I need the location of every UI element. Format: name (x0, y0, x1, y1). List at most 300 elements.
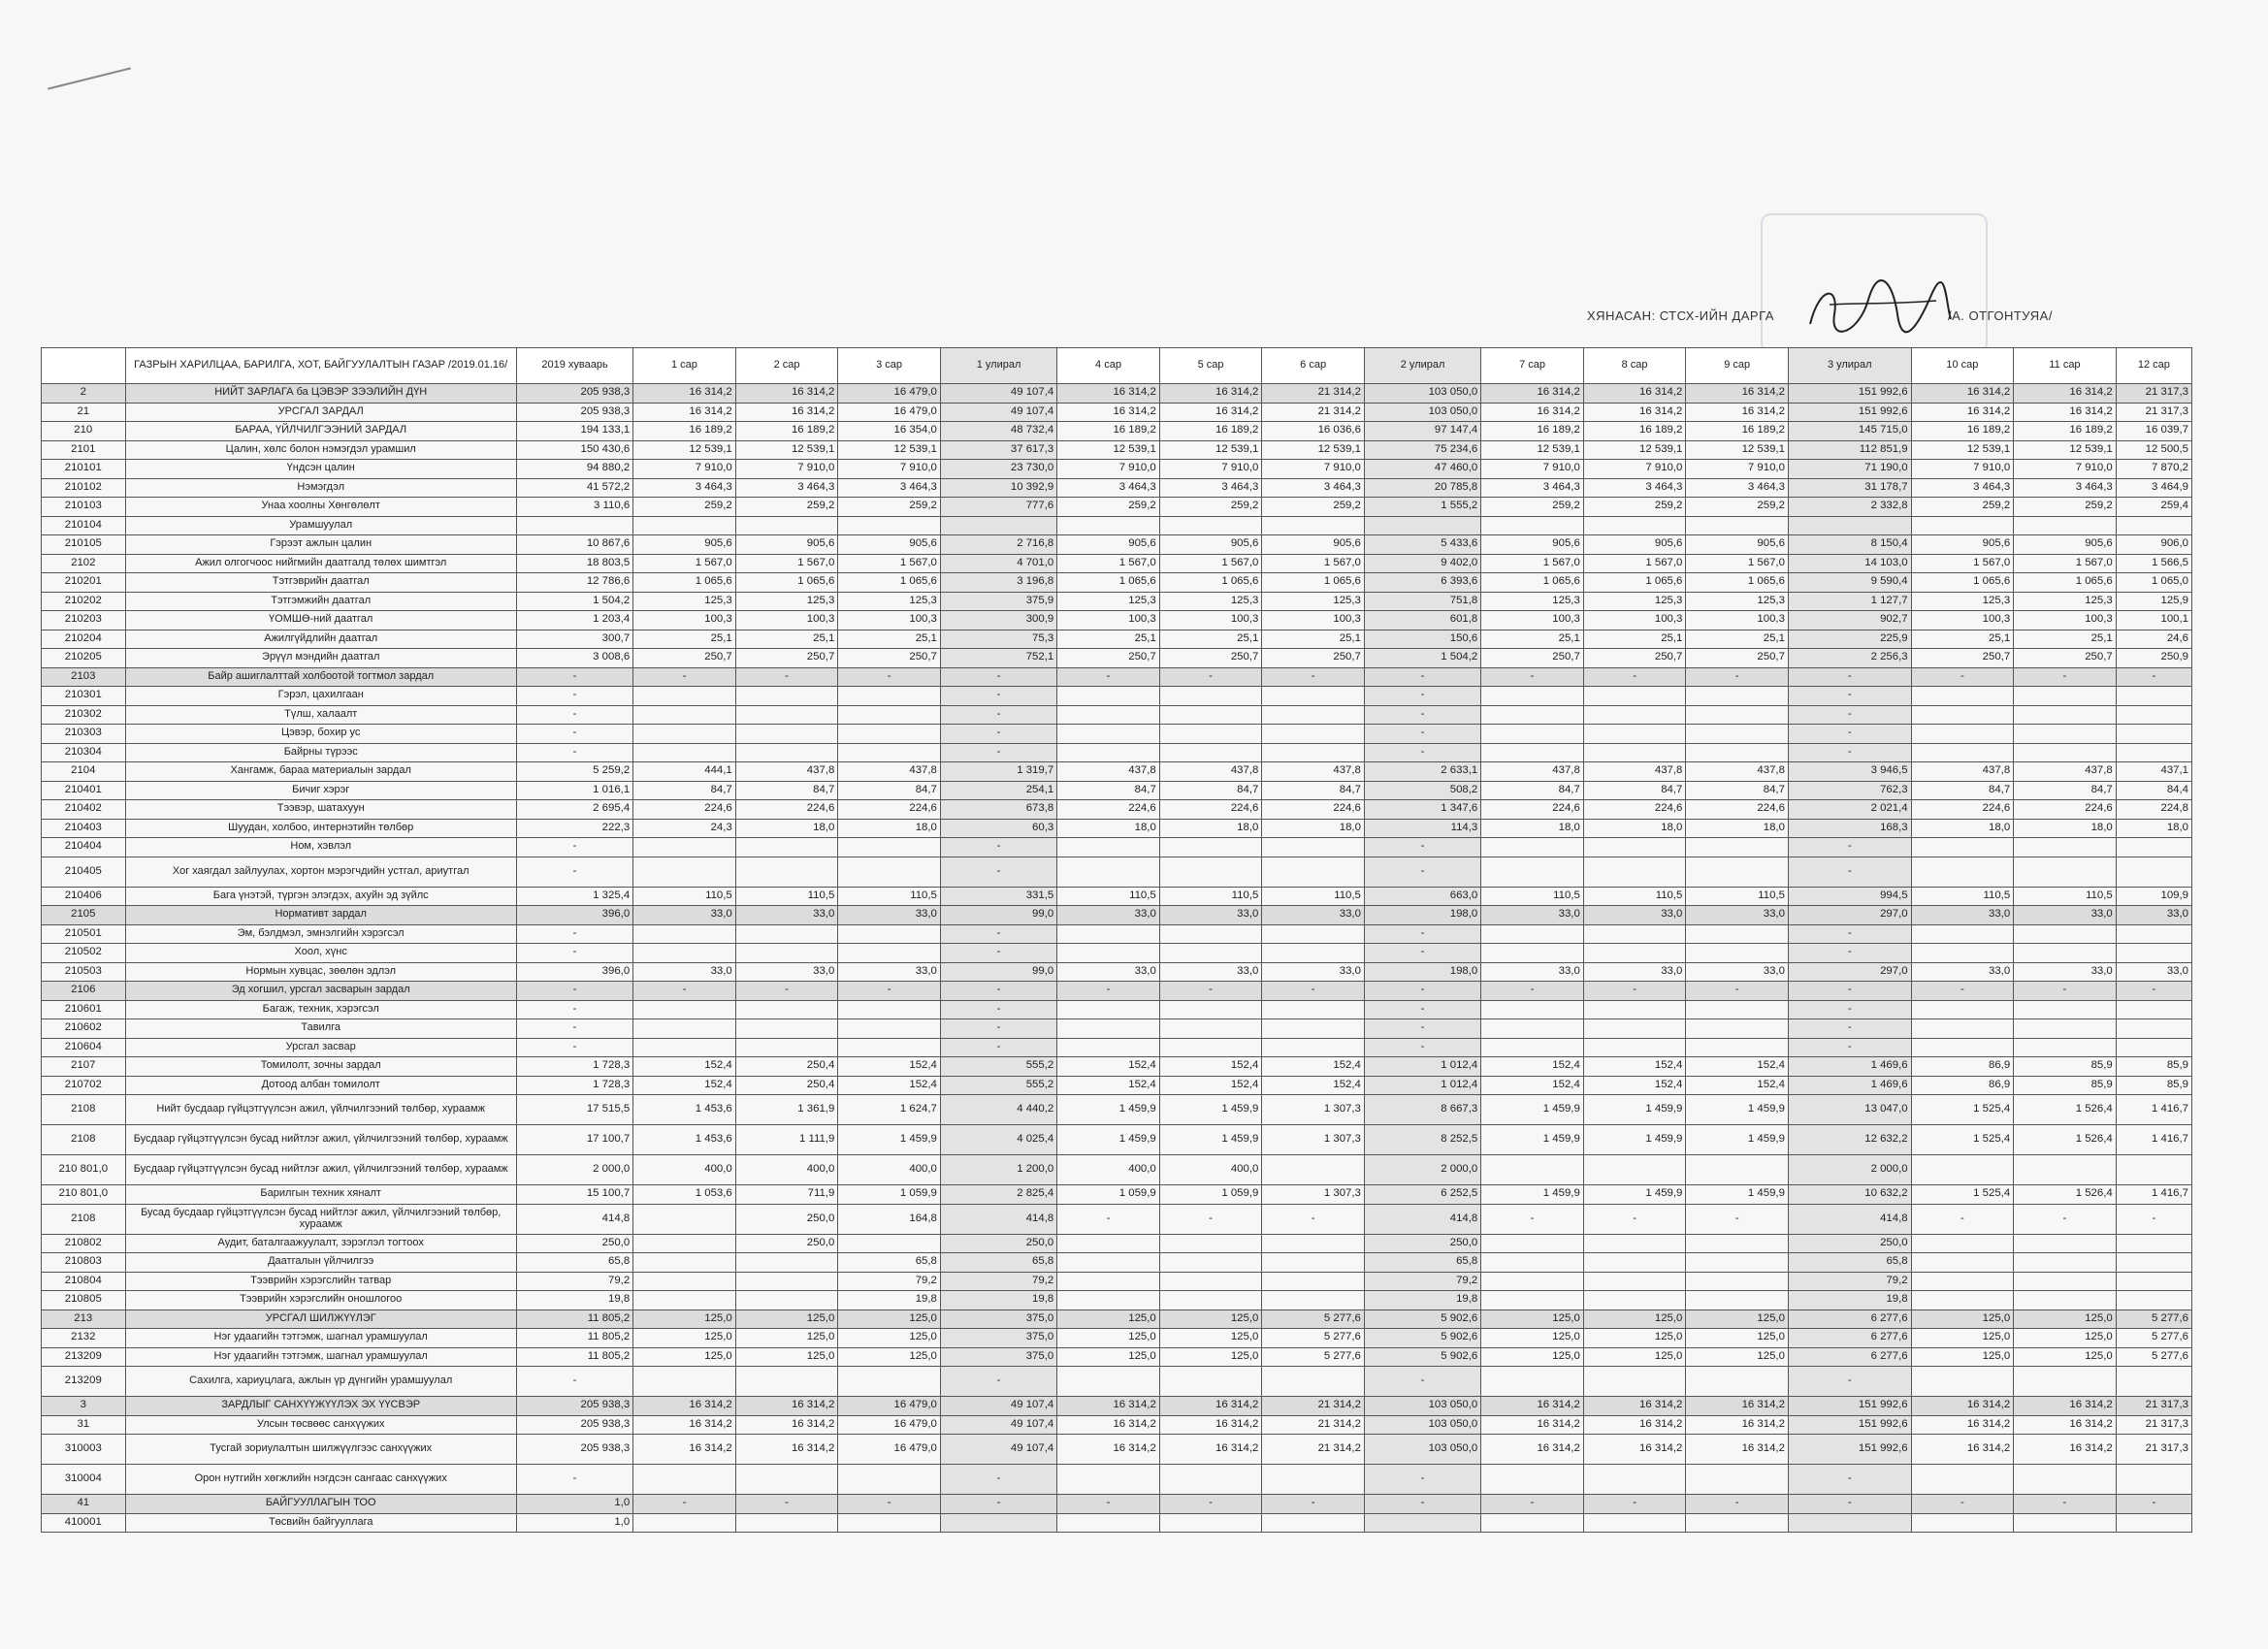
cell-value: 103 050,0 (1364, 384, 1480, 404)
table-row (42, 1076, 2192, 1095)
cell-value: 16 314,2 (1057, 1415, 1160, 1435)
cell-value (2014, 1291, 2117, 1310)
cell-value: - (1262, 982, 1365, 1001)
cell-value (940, 516, 1056, 535)
cell-value (1911, 705, 2014, 725)
cell-value (1262, 705, 1365, 725)
cell-value: 905,6 (1262, 535, 1365, 555)
cell-value: 85,9 (2014, 1057, 2117, 1077)
cell-value: 396,0 (516, 962, 632, 982)
cell-value: 84,7 (1262, 781, 1365, 800)
cell-value (1583, 1019, 1686, 1039)
row-name: Бичиг хэрэг (125, 781, 516, 800)
cell-value: 7 910,0 (1911, 460, 2014, 479)
row-name: Цалин, хөлс болон нэмэгдэл урамшил (125, 440, 516, 460)
row-code: 210804 (42, 1272, 126, 1291)
table-row (42, 725, 2192, 744)
cell-value: - (940, 725, 1056, 744)
cell-value: 2 000,0 (1788, 1155, 1911, 1185)
cell-value: 1 325,4 (516, 887, 632, 906)
cell-value (1686, 1155, 1789, 1185)
cell-value: 250,0 (940, 1234, 1056, 1253)
cell-value: - (940, 944, 1056, 963)
row-name: Гэрээт ажлын цалин (125, 535, 516, 555)
cell-value: 224,6 (2014, 800, 2117, 820)
cell-value: - (516, 1367, 632, 1397)
cell-value (2116, 924, 2191, 944)
cell-value: 18,0 (1262, 819, 1365, 838)
table-row (42, 649, 2192, 668)
cell-value: 5 433,6 (1364, 535, 1480, 555)
cell-value: 437,8 (1686, 762, 1789, 782)
cell-value (2116, 1367, 2191, 1397)
cell-value (1583, 1367, 1686, 1397)
cell-value (1159, 924, 1262, 944)
cell-value: - (1364, 982, 1480, 1001)
table-row (42, 1234, 2192, 1253)
row-name: Даатгалын үйлчилгээ (125, 1253, 516, 1273)
cell-value (1583, 705, 1686, 725)
cell-value: 84,7 (1583, 781, 1686, 800)
cell-value: 125,3 (1911, 592, 2014, 611)
cell-value: 145 715,0 (1788, 422, 1911, 441)
cell-value: 152,4 (1686, 1057, 1789, 1077)
cell-value (2116, 1513, 2191, 1533)
row-name: Үндсэн цалин (125, 460, 516, 479)
cell-value (1262, 687, 1365, 706)
cell-value: 194 133,1 (516, 422, 632, 441)
cell-value: 250,7 (1262, 649, 1365, 668)
cell-value: 905,6 (1159, 535, 1262, 555)
cell-value: 224,8 (2116, 800, 2191, 820)
cell-value (1911, 1019, 2014, 1039)
cell-value: - (940, 1019, 1056, 1039)
table-row (42, 924, 2192, 944)
row-code: 210502 (42, 944, 126, 963)
cell-value: 16 314,2 (1583, 403, 1686, 422)
cell-value: - (1364, 1000, 1480, 1019)
cell-value: - (1057, 667, 1160, 687)
cell-value: 1 459,9 (1159, 1095, 1262, 1125)
cell-value: 1 319,7 (940, 762, 1056, 782)
row-name: Сахилга, хариуцлага, ажлын үр дүнгийн урамшуулал (125, 1367, 516, 1397)
row-name: Түлш, халаалт (125, 705, 516, 725)
cell-value (1481, 725, 1584, 744)
row-name: Аудит, баталгаажуулалт, зэрэглэл тогтоох (125, 1234, 516, 1253)
cell-value: 16 314,2 (1159, 1415, 1262, 1435)
cell-value: - (1788, 838, 1911, 857)
cell-value: 1 526,4 (2014, 1125, 2117, 1155)
table-row (42, 573, 2192, 593)
cell-value: 12 539,1 (1159, 440, 1262, 460)
cell-value: 1 566,5 (2116, 554, 2191, 573)
cell-value: 16 314,2 (1159, 384, 1262, 404)
row-name: ҮОМШӨ-ний даатгал (125, 611, 516, 630)
table-row (42, 403, 2192, 422)
row-name: УРСГАЛ ШИЛЖҮҮЛЭГ (125, 1310, 516, 1329)
cell-value: 16 314,2 (633, 384, 736, 404)
cell-value: 259,2 (1911, 498, 2014, 517)
cell-value (1481, 924, 1584, 944)
cell-value: 25,1 (633, 630, 736, 649)
cell-value: 16 314,2 (735, 384, 838, 404)
cell-value: 49 107,4 (940, 1415, 1056, 1435)
row-code: 210404 (42, 838, 126, 857)
cell-value: 1 459,9 (1686, 1125, 1789, 1155)
cell-value: - (1911, 1495, 2014, 1514)
cell-value (1159, 1272, 1262, 1291)
row-code: 41 (42, 1495, 126, 1514)
cell-value: 259,2 (1686, 498, 1789, 517)
cell-value (2116, 725, 2191, 744)
cell-value: 1 347,6 (1364, 800, 1480, 820)
cell-value (1262, 1019, 1365, 1039)
cell-value: 75,3 (940, 630, 1056, 649)
cell-value (1364, 1513, 1480, 1533)
cell-value: 152,4 (1159, 1057, 1262, 1077)
cell-value: 21 314,2 (1262, 1435, 1365, 1465)
table-row (42, 592, 2192, 611)
cell-value (1481, 1367, 1584, 1397)
cell-value: 41 572,2 (516, 478, 632, 498)
cell-value: 33,0 (1583, 962, 1686, 982)
row-name: Нэг удаагийн тэтгэмж, шагнал урамшуулал (125, 1347, 516, 1367)
cell-value: 4 025,4 (940, 1125, 1056, 1155)
cell-value: 1 307,3 (1262, 1185, 1365, 1205)
row-code: 210604 (42, 1038, 126, 1057)
column-header: 9 сар (1686, 348, 1789, 384)
cell-value (1911, 1291, 2014, 1310)
cell-value (1686, 1038, 1789, 1057)
cell-value: 152,4 (633, 1057, 736, 1077)
cell-value: 2 332,8 (1788, 498, 1911, 517)
row-name: Хоол, хүнс (125, 944, 516, 963)
cell-value: 5 902,6 (1364, 1347, 1480, 1367)
cell-value (2116, 1253, 2191, 1273)
cell-value: 85,9 (2116, 1076, 2191, 1095)
cell-value: 1 567,0 (1583, 554, 1686, 573)
cell-value (1583, 1513, 1686, 1533)
cell-value: 437,8 (1481, 762, 1584, 782)
cell-value: 16 314,2 (735, 1435, 838, 1465)
cell-value: 110,5 (735, 887, 838, 906)
cell-value: 663,0 (1364, 887, 1480, 906)
cell-value: 18,0 (2014, 819, 2117, 838)
cell-value: 250,0 (1788, 1234, 1911, 1253)
cell-value: 437,8 (735, 762, 838, 782)
cell-value: - (1583, 1204, 1686, 1234)
cell-value: 18,0 (1583, 819, 1686, 838)
cell-value: 1 459,9 (1481, 1185, 1584, 1205)
cell-value (1481, 1234, 1584, 1253)
cell-value: 16 314,2 (1057, 384, 1160, 404)
cell-value (633, 1513, 736, 1533)
cell-value: 1 065,6 (633, 573, 736, 593)
cell-value: 1 728,3 (516, 1076, 632, 1095)
cell-value: 1 065,6 (735, 573, 838, 593)
cell-value: - (940, 1495, 1056, 1514)
cell-value: - (516, 1038, 632, 1057)
cell-value: 125,0 (1057, 1329, 1160, 1348)
cell-value: 25,1 (1481, 630, 1584, 649)
table-row (42, 1397, 2192, 1416)
cell-value (1788, 1513, 1911, 1533)
cell-value (1481, 1000, 1584, 1019)
row-code: 2104 (42, 762, 126, 782)
table-row (42, 1019, 2192, 1039)
cell-value: 25,1 (1159, 630, 1262, 649)
cell-value: - (1364, 725, 1480, 744)
cell-value: 100,3 (1481, 611, 1584, 630)
cell-value: 16 314,2 (1583, 1435, 1686, 1465)
cell-value: 65,8 (516, 1253, 632, 1273)
cell-value: 151 992,6 (1788, 1435, 1911, 1465)
cell-value: 21 314,2 (1262, 1397, 1365, 1416)
cell-value: 905,6 (2014, 535, 2117, 555)
cell-value: 60,3 (940, 819, 1056, 838)
cell-value: 16 314,2 (1159, 1435, 1262, 1465)
cell-value: 100,1 (2116, 611, 2191, 630)
cell-value: 25,1 (1057, 630, 1160, 649)
cell-value: 100,3 (1262, 611, 1365, 630)
row-code: 31 (42, 1415, 126, 1435)
cell-value: 84,7 (1159, 781, 1262, 800)
cell-value: - (1788, 743, 1911, 762)
cell-value: 25,1 (838, 630, 941, 649)
cell-value: 259,2 (2014, 498, 2117, 517)
cell-value: 125,0 (633, 1329, 736, 1348)
cell-value: 1 567,0 (1262, 554, 1365, 573)
cell-value: 110,5 (1686, 887, 1789, 906)
row-name: Барилгын техник хяналт (125, 1185, 516, 1205)
cell-value (1911, 1000, 2014, 1019)
row-name: НИЙТ ЗАРЛАГА ба ЦЭВЭР ЗЭЭЛИЙН ДҮН (125, 384, 516, 404)
cell-value (2014, 1272, 2117, 1291)
cell-value: 103 050,0 (1364, 403, 1480, 422)
cell-value (1686, 1513, 1789, 1533)
cell-value: 114,3 (1364, 819, 1480, 838)
cell-value (838, 1019, 941, 1039)
cell-value: 7 910,0 (735, 460, 838, 479)
cell-value (1686, 725, 1789, 744)
table-row (42, 460, 2192, 479)
cell-value: 906,0 (2116, 535, 2191, 555)
cell-value (1686, 1291, 1789, 1310)
cell-value: 5 277,6 (2116, 1329, 2191, 1348)
cell-value: 33,0 (838, 962, 941, 982)
cell-value (1262, 1465, 1365, 1495)
cell-value: 1 459,9 (1583, 1125, 1686, 1155)
row-code: 210602 (42, 1019, 126, 1039)
cell-value (1583, 838, 1686, 857)
cell-value: 5 259,2 (516, 762, 632, 782)
cell-value: 86,9 (1911, 1057, 2014, 1077)
cell-value: 33,0 (735, 906, 838, 925)
cell-value: 1 065,6 (1057, 573, 1160, 593)
cell-value (2116, 1155, 2191, 1185)
cell-value: 437,8 (1159, 762, 1262, 782)
cell-value: 16 189,2 (2014, 422, 2117, 441)
cell-value (735, 838, 838, 857)
cell-value: 224,6 (1686, 800, 1789, 820)
table-row (42, 1367, 2192, 1397)
cell-value: 33,0 (1262, 906, 1365, 925)
cell-value: 125,0 (735, 1347, 838, 1367)
row-name: Ном, хэвлэл (125, 838, 516, 857)
cell-value: - (940, 1038, 1056, 1057)
cell-value: 7 910,0 (1583, 460, 1686, 479)
cell-value: 16 314,2 (1481, 403, 1584, 422)
row-code: 213209 (42, 1347, 126, 1367)
cell-value: 3 464,3 (1686, 478, 1789, 498)
table-row (42, 687, 2192, 706)
cell-value: 25,1 (1583, 630, 1686, 649)
row-code: 3 (42, 1397, 126, 1416)
cell-value: - (1262, 667, 1365, 687)
cell-value: 84,7 (1911, 781, 2014, 800)
cell-value: 437,1 (2116, 762, 2191, 782)
cell-value: - (1788, 1495, 1911, 1514)
cell-value: 15 100,7 (516, 1185, 632, 1205)
cell-value (1911, 944, 2014, 963)
row-name: Нэмэгдэл (125, 478, 516, 498)
cell-value: 7 910,0 (838, 460, 941, 479)
cell-value: - (516, 1000, 632, 1019)
cell-value: 33,0 (633, 962, 736, 982)
cell-value: 224,6 (735, 800, 838, 820)
cell-value: 164,8 (838, 1204, 941, 1234)
column-header: 3 улирал (1788, 348, 1911, 384)
cell-value: 18,0 (838, 819, 941, 838)
cell-value (1583, 725, 1686, 744)
cell-value (1686, 857, 1789, 887)
cell-value: - (516, 838, 632, 857)
cell-value: 151 992,6 (1788, 403, 1911, 422)
cell-value: - (1911, 667, 2014, 687)
cell-value: 19,8 (838, 1291, 941, 1310)
cell-value: 300,9 (940, 611, 1056, 630)
cell-value: 5 277,6 (2116, 1310, 2191, 1329)
row-code: 210803 (42, 1253, 126, 1273)
table-row (42, 857, 2192, 887)
cell-value (1481, 1155, 1584, 1185)
cell-value (1262, 944, 1365, 963)
cell-value: 8 150,4 (1788, 535, 1911, 555)
cell-value: - (1364, 743, 1480, 762)
row-code: 310004 (42, 1465, 126, 1495)
cell-value: 151 992,6 (1788, 1397, 1911, 1416)
cell-value: 65,8 (838, 1253, 941, 1273)
cell-value: 1 307,3 (1262, 1095, 1365, 1125)
cell-value: 110,5 (1057, 887, 1160, 906)
cell-value (735, 944, 838, 963)
cell-value: 12 539,1 (838, 440, 941, 460)
table-row (42, 554, 2192, 573)
cell-value: 7 910,0 (1686, 460, 1789, 479)
cell-value: 16 314,2 (1911, 1415, 2014, 1435)
table-row (42, 516, 2192, 535)
cell-value: 100,3 (735, 611, 838, 630)
cell-value: 250,4 (735, 1076, 838, 1095)
cell-value: 125,0 (1686, 1347, 1789, 1367)
cell-value (1481, 1038, 1584, 1057)
cell-value: 16 314,2 (1686, 1435, 1789, 1465)
cell-value: 198,0 (1364, 906, 1480, 925)
cell-value (1686, 1367, 1789, 1397)
cell-value: 1 203,4 (516, 611, 632, 630)
row-name: Нийт бусдаар гүйцэтгүүлсэн ажил, үйлчилгээний төлбөр, хураамж (125, 1095, 516, 1125)
cell-value (1911, 1234, 2014, 1253)
cell-value: 1 416,7 (2116, 1125, 2191, 1155)
cell-value: 33,0 (1481, 962, 1584, 982)
cell-value: 6 277,6 (1788, 1310, 1911, 1329)
cell-value: 19,8 (1788, 1291, 1911, 1310)
cell-value: 18 803,5 (516, 554, 632, 573)
row-name: Байрны түрээс (125, 743, 516, 762)
cell-value: - (1788, 924, 1911, 944)
cell-value: 33,0 (1159, 906, 1262, 925)
cell-value: 16 314,2 (2014, 384, 2117, 404)
cell-value: 16 314,2 (735, 1415, 838, 1435)
cell-value: 1 567,0 (1686, 554, 1789, 573)
cell-value: 437,8 (2014, 762, 2117, 782)
cell-value: 224,6 (1583, 800, 1686, 820)
cell-value: 673,8 (940, 800, 1056, 820)
cell-value: 110,5 (1481, 887, 1584, 906)
cell-value: - (516, 687, 632, 706)
cell-value (1583, 1465, 1686, 1495)
cell-value: 16 314,2 (1911, 1435, 2014, 1465)
cell-value: - (516, 857, 632, 887)
cell-value (838, 1513, 941, 1533)
cell-value (2014, 516, 2117, 535)
table-row (42, 819, 2192, 838)
row-code: 210501 (42, 924, 126, 944)
cell-value: 33,0 (2116, 906, 2191, 925)
cell-value (838, 725, 941, 744)
cell-value (1159, 1291, 1262, 1310)
cell-value (735, 1272, 838, 1291)
cell-value (735, 516, 838, 535)
row-code: 210503 (42, 962, 126, 982)
cell-value: 5 277,6 (2116, 1347, 2191, 1367)
table-row (42, 535, 2192, 555)
cell-value: 3 464,3 (1583, 478, 1686, 498)
row-name: УРСГАЛ ЗАРДАЛ (125, 403, 516, 422)
cell-value: 3 110,6 (516, 498, 632, 517)
row-code: 210203 (42, 611, 126, 630)
cell-value: 259,2 (838, 498, 941, 517)
table-row (42, 944, 2192, 963)
row-name: Орон нутгийн хөгжлийн нэгдсэн сангаас санхүүжих (125, 1465, 516, 1495)
cell-value: 103 050,0 (1364, 1415, 1480, 1435)
row-name: Нормативт зардал (125, 906, 516, 925)
cell-value: 16 314,2 (1057, 1397, 1160, 1416)
cell-value: 205 938,3 (516, 1415, 632, 1435)
cell-value (2014, 1234, 2117, 1253)
cell-value (1159, 1367, 1262, 1397)
cell-value: 1 453,6 (633, 1095, 736, 1125)
cell-value: 16 314,2 (1057, 403, 1160, 422)
row-name: Шуудан, холбоо, интернэтийн төлбөр (125, 819, 516, 838)
cell-value: - (1057, 1204, 1160, 1234)
cell-value: 16 036,6 (1262, 422, 1365, 441)
cell-value: 16 314,2 (735, 403, 838, 422)
cell-value: 1 065,6 (2014, 573, 2117, 593)
cell-value: 16 039,7 (2116, 422, 2191, 441)
cell-value: - (1788, 687, 1911, 706)
cell-value: 150 430,6 (516, 440, 632, 460)
